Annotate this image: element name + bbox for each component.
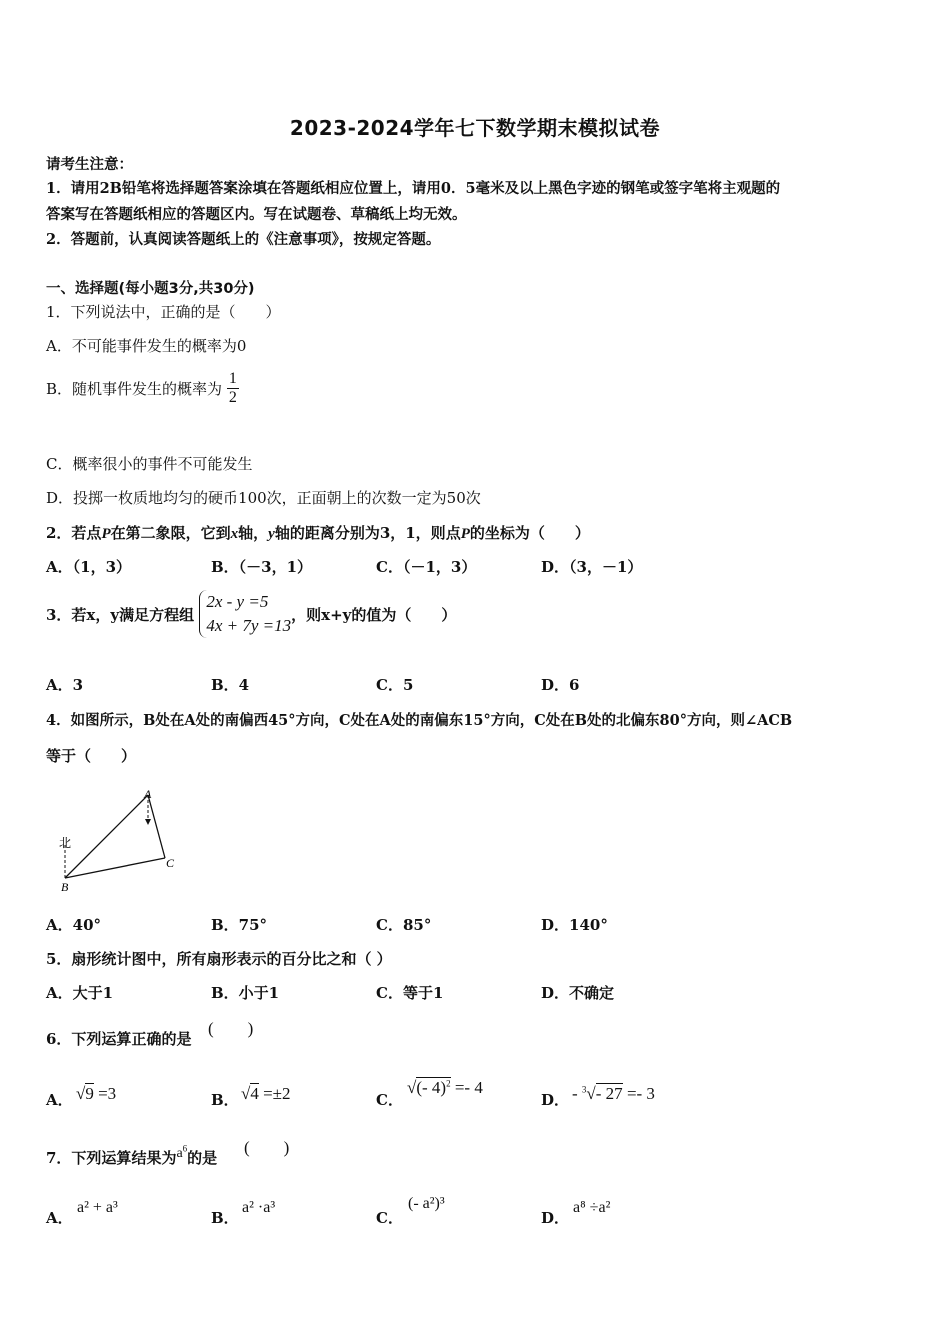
result: =±2 bbox=[258, 1084, 291, 1103]
figure-label-north: 北 bbox=[59, 836, 72, 850]
q3-stem-a: 3．若x，y满足方程组 bbox=[46, 605, 195, 624]
q6-option-d-label: D． bbox=[541, 1091, 570, 1109]
q7-option-c-label: C． bbox=[376, 1209, 403, 1227]
q2-option-d: D．（3，－1） bbox=[541, 558, 643, 576]
q4-stem-line-1: 4．如图所示，B处在A处的南偏西45°方向，C处在A处的南偏东15°方向，C处在B处的北偏东80°方向，则∠ACB bbox=[46, 712, 793, 729]
q7-option-c-expr: (- a²)³ bbox=[408, 1195, 445, 1212]
q5-option-b: B．小于1 bbox=[211, 984, 280, 1002]
page-title: 2023-2024学年七下数学期末模拟试卷 bbox=[289, 116, 661, 140]
q7-option-b-label: B． bbox=[211, 1209, 239, 1227]
q4-option-d: D．140° bbox=[541, 916, 608, 934]
q3-option-a: A．3 bbox=[46, 676, 84, 694]
q1-option-a: A．不可能事件发生的概率为0 bbox=[46, 337, 247, 355]
q6-option-b-label: B． bbox=[211, 1091, 239, 1109]
notice-line-2: 答案写在答题纸相应的答题区内。写在试题卷、草稿纸上均无效。 bbox=[46, 206, 467, 223]
q7-option-a-label: A． bbox=[46, 1209, 73, 1227]
q7-option-d-expr: a⁸ ÷a² bbox=[573, 1199, 611, 1216]
minus-sign: - bbox=[572, 1084, 582, 1103]
q5-option-c: C．等于1 bbox=[376, 984, 444, 1002]
radicand: 9 bbox=[85, 1084, 94, 1103]
figure-label-a: A bbox=[144, 787, 152, 801]
arrow-icon bbox=[145, 819, 151, 825]
notice-line-3: 2．答题前，认真阅读答题纸上的《注意事项》，按规定答题。 bbox=[46, 231, 441, 248]
q2-var-p2: P bbox=[460, 526, 470, 542]
q7-option-a-expr: a² + a³ bbox=[77, 1199, 118, 1216]
notice-line-1: 1．请用2B铅笔将选择题答案涂填在答题纸相应位置上，请用0．5毫米及以上黑色字迹的钢笔或签字笔将主观题的 bbox=[46, 180, 781, 197]
q3-option-c: C．5 bbox=[376, 676, 414, 694]
q2-stem bbox=[46, 522, 590, 543]
triangle-figure bbox=[55, 785, 185, 895]
equation-1: 2x - y =5 bbox=[206, 592, 269, 611]
q4-option-c: C．85° bbox=[376, 916, 432, 934]
radicand: - 27 bbox=[595, 1084, 623, 1103]
q6-option-c-expr: √(- 4)$^2$ =- 4 bbox=[407, 1078, 483, 1097]
q4-option-b: B．75° bbox=[211, 916, 268, 934]
segment-ac bbox=[148, 795, 165, 858]
q1-option-b bbox=[46, 370, 239, 407]
q1-option-d: D．投掷一枚质地均匀的硬币100次，正面朝上的次数一定为50次 bbox=[46, 489, 481, 507]
q5-option-a: A．大于1 bbox=[46, 984, 114, 1002]
q2-var-p: P bbox=[101, 526, 111, 542]
q6-option-a-label: A． bbox=[46, 1091, 73, 1109]
exponent: 2 bbox=[446, 1078, 451, 1089]
radicand: 4 bbox=[250, 1084, 259, 1103]
q5-option-d: D．不确定 bbox=[541, 984, 615, 1002]
q2-stem-e: 的坐标为（ ） bbox=[469, 524, 590, 542]
q3-stem bbox=[46, 590, 456, 638]
equation-system bbox=[199, 590, 291, 638]
q6-stem: 6．下列运算正确的是 bbox=[46, 1030, 192, 1048]
result: =- 3 bbox=[622, 1084, 655, 1103]
q2-var-y: y bbox=[268, 526, 275, 542]
q6-option-c-label: C． bbox=[376, 1091, 403, 1109]
segment-bc bbox=[65, 858, 165, 878]
q2-option-a: A．（1，3） bbox=[46, 558, 132, 576]
q4-stem-line-2: 等于（ ） bbox=[46, 747, 137, 765]
radicand-base: (- 4) bbox=[416, 1078, 447, 1097]
q6-option-a-expr: √9 =3 bbox=[76, 1084, 117, 1103]
q3-option-d: D．6 bbox=[541, 676, 580, 694]
q7-option-b-expr: a² ·a³ bbox=[242, 1199, 276, 1216]
notice-heading: 请考生注意： bbox=[46, 156, 133, 173]
q7-option-d-label: D． bbox=[541, 1209, 570, 1227]
fraction-numerator: 1 bbox=[228, 370, 237, 387]
fraction-one-half bbox=[227, 370, 239, 407]
q2-stem-b: 在第二象限，它到 bbox=[110, 524, 231, 542]
root-index: 3 bbox=[581, 1084, 587, 1095]
q6-option-d-expr: - $^3$√- 27 =- 3 bbox=[572, 1084, 655, 1103]
q1-stem: 1．下列说法中，正确的是（ ） bbox=[46, 303, 281, 321]
radicand bbox=[416, 1077, 450, 1097]
q3-option-b: B．4 bbox=[211, 676, 250, 694]
q7-a6-base: a bbox=[176, 1146, 183, 1161]
q2-stem-c: 轴， bbox=[238, 524, 269, 542]
q4-option-a: A．40° bbox=[46, 916, 102, 934]
q1-option-b-text: B．随机事件发生的概率为 bbox=[46, 380, 223, 398]
q2-var-x: x bbox=[230, 526, 239, 542]
q7-a6 bbox=[176, 1143, 188, 1161]
q1-option-c: C．概率很小的事件不可能发生 bbox=[46, 455, 253, 473]
q6-paren: ( ) bbox=[208, 1019, 254, 1038]
q6-option-b-expr: √4 =±2 bbox=[241, 1084, 291, 1103]
q7-stem-a: 7．下列运算结果为 bbox=[46, 1149, 177, 1167]
segment-ab bbox=[65, 795, 148, 878]
section-heading: 一、选择题(每小题3分,共30分) bbox=[46, 281, 255, 297]
q2-option-c: C．（－1，3） bbox=[376, 558, 477, 576]
q7-paren: ( ) bbox=[244, 1138, 290, 1157]
equation-2: 4x + 7y =13 bbox=[206, 616, 292, 635]
q3-stem-b: ，则x+y的值为（ ） bbox=[291, 605, 457, 624]
q7-a6-exponent: 6 bbox=[182, 1143, 188, 1154]
q2-stem-d: 轴的距离分别为3，1，则点 bbox=[274, 524, 461, 542]
result: =- 4 bbox=[450, 1078, 483, 1097]
q2-stem-a: 2．若点 bbox=[46, 524, 102, 542]
q7-stem-b: 的是 bbox=[187, 1149, 218, 1167]
q7-stem bbox=[46, 1143, 218, 1168]
q5-stem: 5．扇形统计图中，所有扇形表示的百分比之和（ ） bbox=[46, 950, 392, 968]
result: =3 bbox=[93, 1084, 117, 1103]
q2-option-b: B．（－3，1） bbox=[211, 558, 313, 576]
fraction-denominator: 2 bbox=[228, 389, 237, 406]
figure-label-b: B bbox=[61, 880, 69, 894]
figure-label-c: C bbox=[166, 856, 175, 870]
